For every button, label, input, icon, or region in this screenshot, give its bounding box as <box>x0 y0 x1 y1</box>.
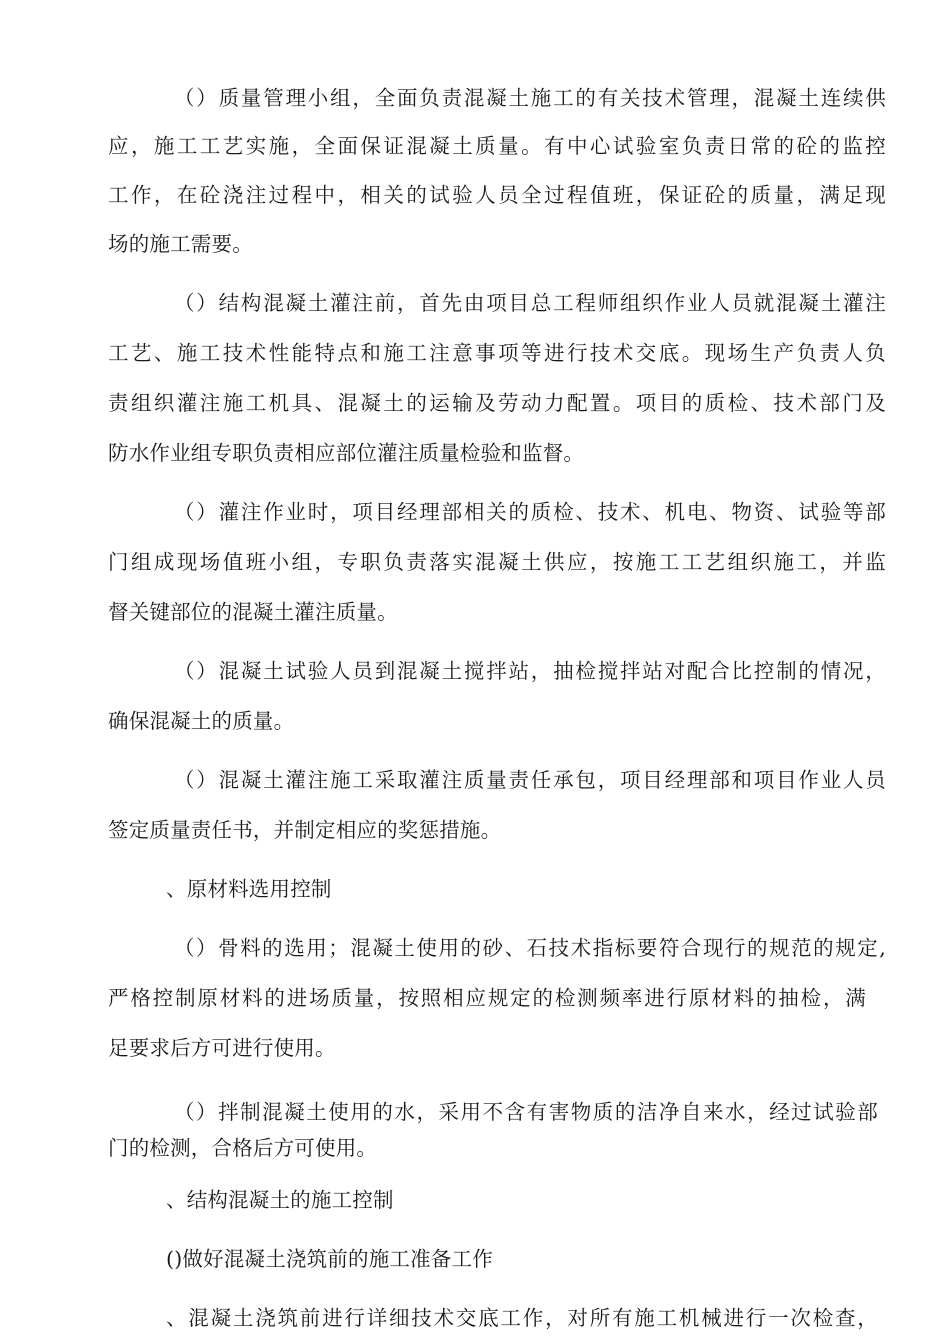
text-line: （）结构混凝土灌注前，首先由项目总工程师组织作业人员就混凝土灌注 <box>174 291 886 315</box>
section-heading: 、结构混凝土的施工控制 <box>166 1188 394 1212</box>
text-line: 、混凝土浇筑前进行详细技术交底工作，对所有施工机械进行一次检查， <box>166 1306 878 1330</box>
text-line: （）混凝土试验人员到混凝土搅拌站，抽检搅拌站对配合比控制的情况， <box>174 659 886 683</box>
sub-heading: ()做好混凝土浇筑前的施工准备工作 <box>166 1247 493 1271</box>
text-line: 督关键部位的混凝土灌注质量。 <box>108 600 398 624</box>
text-line: （）质量管理小组，全面负责混凝土施工的有关技术管理，混凝土连续供 <box>174 86 886 110</box>
text-line: 确保混凝土的质量。 <box>108 709 295 733</box>
text-line: （）拌制混凝土使用的水，采用不含有害物质的洁净自来水，经过试验部 <box>174 1100 878 1124</box>
text-line: 签定质量责任书，并制定相应的奖惩措施。 <box>108 818 502 842</box>
text-line: 工艺、施工技术性能特点和施工注意事项等进行技术交底。现场生产负责人负 <box>108 341 886 365</box>
text-line: 足要求后方可进行使用。 <box>108 1036 336 1060</box>
text-line: 工作，在砼浇注过程中，相关的试验人员全过程值班，保证砼的质量，满足现 <box>108 183 886 207</box>
text-line: 责组织灌注施工机具、混凝土的运输及劳动力配置。项目的质检、技术部门及 <box>108 391 886 415</box>
text-line: 门组成现场值班小组，专职负责落实混凝土供应，按施工工艺组织施工，并监 <box>108 550 886 574</box>
text-line: 门的检测，合格后方可使用。 <box>108 1136 378 1160</box>
text-line: 防水作业组专职负责相应部位灌注质量检验和监督。 <box>108 441 585 465</box>
text-line: （）骨料的选用；混凝土使用的砂、石技术指标要符合现行的规范的规定, <box>174 936 886 960</box>
section-heading: 、原材料选用控制 <box>166 877 332 901</box>
text-line: （）混凝土灌注施工采取灌注质量责任承包，项目经理部和项目作业人员 <box>174 768 886 792</box>
text-line: （）灌注作业时，项目经理部相关的质检、技术、机电、物资、试验等部 <box>174 500 886 524</box>
text-line: 严格控制原材料的进场质量，按照相应规定的检测频率进行原材料的抽检，满 <box>108 986 866 1010</box>
text-line: 应，施工工艺实施，全面保证混凝土质量。有中心试验室负责日常的砼的监控 <box>108 134 886 158</box>
text-line: 场的施工需要。 <box>108 232 253 256</box>
